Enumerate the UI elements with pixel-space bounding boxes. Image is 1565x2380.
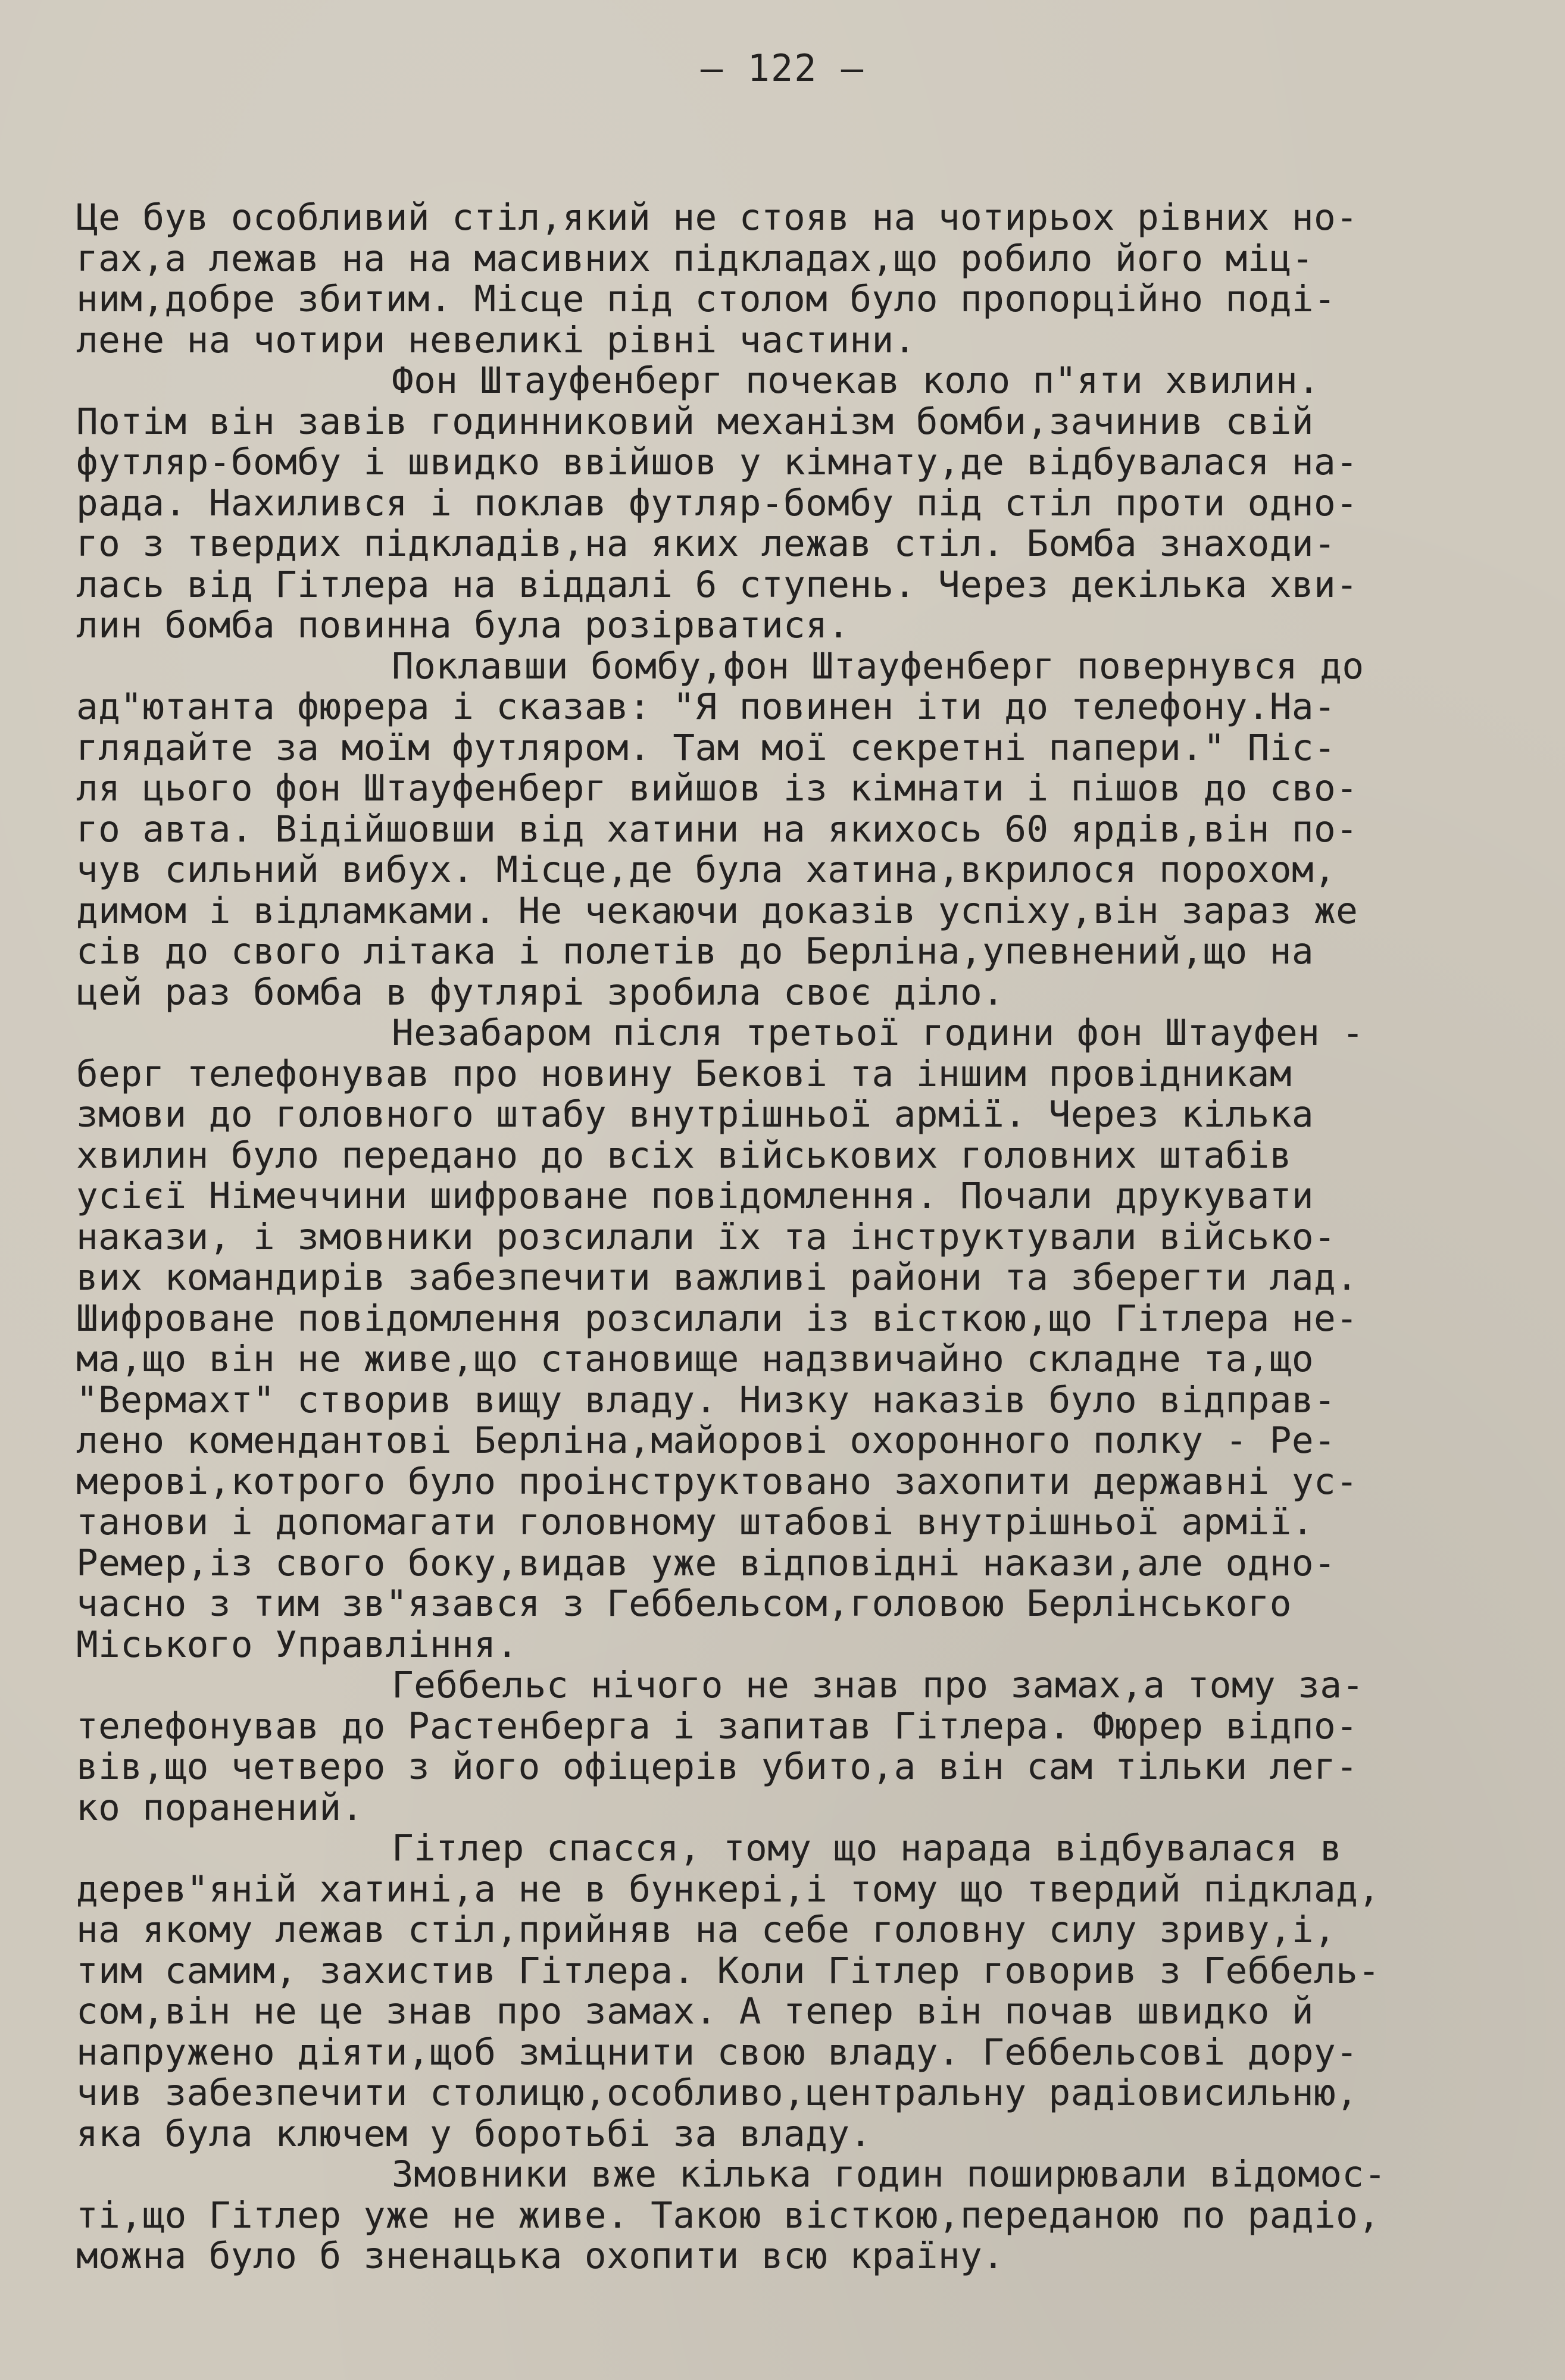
text-line: лено комендантові Берліна,майорові охоронного полку - Ре- (76, 1419, 1336, 1462)
text-line: гах,а лежав на на масивних підкладах,що робило його міц- (76, 237, 1314, 280)
text-line: ті,що Гітлер уже не живе. Такою вісткою,переданою по радіо, (76, 2194, 1380, 2237)
text-line: хвилин було передано до всіх військових головних штабів (76, 1134, 1292, 1177)
text-line: на якому лежав стіл,прийняв на себе головну силу зриву,і, (76, 1909, 1336, 1951)
text-line: мерові,котрого було проінструктовано захопити державні ус- (76, 1460, 1358, 1503)
text-line: Шифроване повідомлення розсилали із вісткою,що Гітлера не- (76, 1297, 1358, 1340)
text-line: глядайте за моїм футляром. Там мої секретні папери." Піс- (76, 726, 1336, 769)
text-line: вих командирів забезпечити важливі райони та зберегти лад. (76, 1256, 1358, 1299)
paragraph-start-line: Незабаром після третьої години фон Штауфен - (392, 1012, 1364, 1054)
text-line: напружено діяти,щоб зміцнити свою владу. Геббельсові дору- (76, 2031, 1358, 2073)
body-text (76, 198, 1505, 2277)
text-line: димом і відламками. Не чекаючи доказів успіху,він зараз же (76, 889, 1358, 932)
text-line: Міського Управління. (76, 1623, 518, 1666)
text-line: танови і допомагати головному штабові внутрішньої армії. (76, 1501, 1314, 1543)
text-line: ма,що він не живе,що становище надзвичайно складне та,що (76, 1338, 1314, 1380)
text-line: цей раз бомба в футлярі зробила своє діло. (76, 971, 1005, 1014)
text-line: накази, і змовники розсилали їх та інструктували військо- (76, 1215, 1336, 1258)
text-line: ко поранений. (76, 1786, 364, 1829)
text-line: берг телефонував про новину Бекові та іншим провідникам (76, 1052, 1292, 1095)
text-line: лин бомба повинна була розірватися. (76, 604, 850, 646)
text-line: Потім він завів годинниковий механізм бомби,зачинив свій (76, 400, 1314, 443)
text-line: сом,він не це знав про замах. А тепер він почав швидко й (76, 1990, 1314, 2032)
text-line: яка була ключем у боротьбі за владу. (76, 2112, 872, 2155)
paragraph-start-line: Поклавши бомбу,фон Штауфенберг повернувся до (392, 645, 1364, 687)
text-line: лене на чотири невеликі рівні частини. (76, 318, 916, 361)
text-line: го з твердих підкладів,на яких лежав стіл. Бомба знаходи- (76, 523, 1336, 565)
paragraph-start-line: Геббельс нічого не знав про замах,а тому за- (392, 1664, 1364, 1706)
page-number: – 122 – (700, 46, 865, 90)
text-line: ад"ютанта фюрера і сказав: "Я повинен іти до телефону.На- (76, 686, 1336, 728)
text-line: дерев"яній хатині,а не в бункері,і тому що твердий підклад, (76, 1868, 1380, 1910)
text-line: "Вермахт" створив вищу владу. Низку наказів було відправ- (76, 1378, 1336, 1421)
text-line: сів до свого літака і полетів до Берліна,упевнений,що на (76, 930, 1314, 972)
text-line: чув сильний вибух. Місце,де була хатина,вкрилося порохом, (76, 849, 1336, 891)
text-line: тим самим, захистив Гітлера. Коли Гітлер говорив з Геббель- (76, 1949, 1380, 1992)
text-line: Ремер,із свого боку,видав уже відповідні накази,але одно- (76, 1541, 1336, 1584)
text-line: лась від Гітлера на віддалі 6 ступень. Через декілька хви- (76, 563, 1358, 606)
text-line: ля цього фон Штауфенберг вийшов із кімнати і пішов до сво- (76, 767, 1358, 809)
text-line: рада. Нахилився і поклав футляр-бомбу під стіл проти одно- (76, 481, 1358, 524)
text-line: чив забезпечити столицю,особливо,центральну радіовисильню, (76, 2072, 1358, 2114)
text-line: змови до головного штабу внутрішньої армії. Через кілька (76, 1093, 1314, 1136)
text-line: вів,що четверо з його офіцерів убито,а він сам тільки лег- (76, 1746, 1358, 1788)
text-line: футляр-бомбу і швидко ввійшов у кімнату,де відбувалася на- (76, 441, 1358, 483)
text-line: го авта. Відійшовши від хатини на якихось 60 ярдів,він по- (76, 808, 1358, 850)
text-line: усієї Німеччини шифроване повідомлення. Почали друкувати (76, 1175, 1314, 1217)
text-line: можна було б зненацька охопити всю країну. (76, 2235, 1005, 2277)
text-line: телефонував до Растенберга і запитав Гітлера. Фюрер відпо- (76, 1705, 1358, 1747)
paragraph-start-line: Гітлер спасся, тому що нарада відбувалася в (392, 1827, 1342, 1869)
text-line: ним,добре збитим. Місце під столом було пропорційно поді- (76, 278, 1336, 320)
paragraph-start-line: Фон Штауфенберг почекав коло п"яти хвилин. (392, 359, 1320, 402)
text-line: Це був особливий стіл,який не стояв на чотирьох рівних но- (76, 196, 1358, 239)
paragraph-start-line: Змовники вже кілька годин поширювали відомос- (392, 2153, 1386, 2196)
text-line: часно з тим зв"язався з Геббельсом,головою Берлінського (76, 1583, 1292, 1625)
